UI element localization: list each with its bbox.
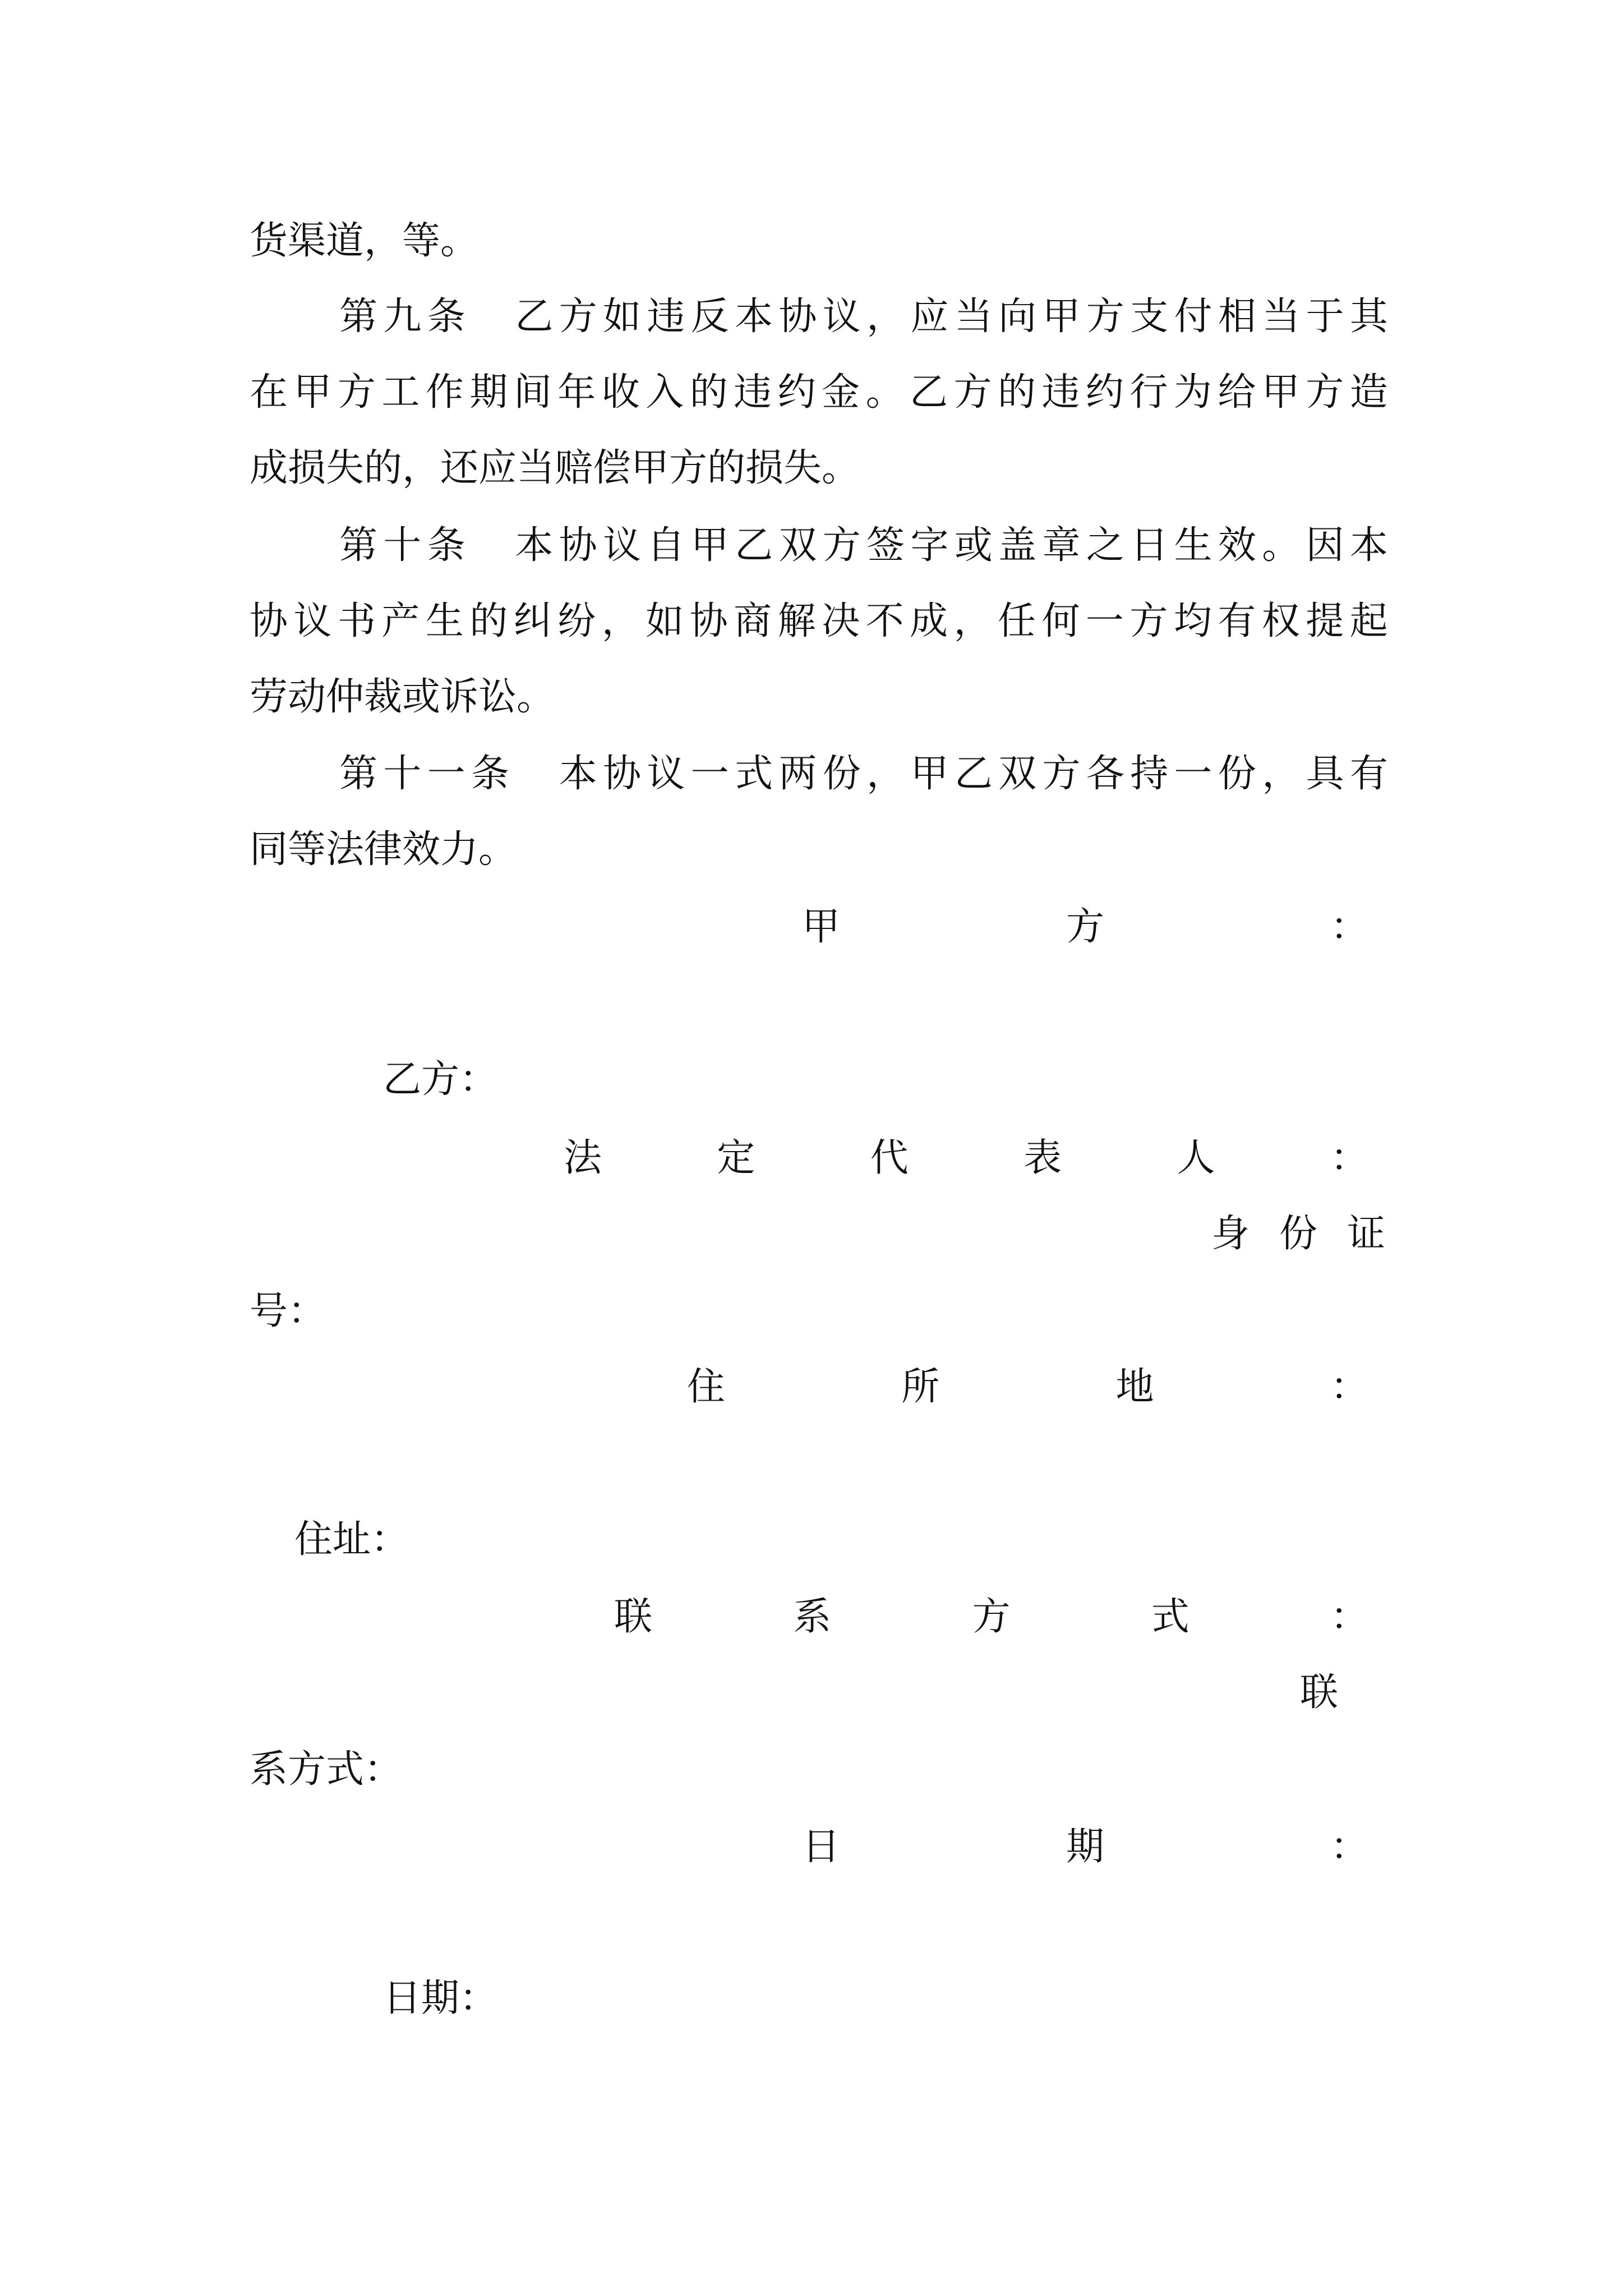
text-char: 方 <box>953 370 992 415</box>
text-char: ： <box>1330 1136 1368 1180</box>
text-char: 权 <box>1261 599 1300 643</box>
text-char: 效 <box>1218 523 1256 568</box>
text-char: 本 <box>735 295 773 339</box>
text-char: 表 <box>1023 1136 1062 1180</box>
text-char: 代 <box>870 1136 909 1180</box>
text-char: 在 <box>250 370 288 415</box>
text-char: 作 <box>425 370 464 415</box>
text-char: 协 <box>250 599 288 643</box>
text-char <box>515 743 553 805</box>
text-char: 条 <box>427 523 465 568</box>
text-char: 的 <box>469 599 508 643</box>
text-char: 本 <box>515 523 554 568</box>
text-char: 相 <box>1218 295 1256 339</box>
text-char: 协 <box>689 599 728 643</box>
text-char: 双 <box>998 752 1037 796</box>
text-char: 章 <box>1042 523 1081 568</box>
text-char: 方 <box>337 370 376 415</box>
text-char: 方 <box>1042 752 1081 796</box>
text-char: ： <box>1330 1365 1368 1409</box>
address-label: 住址： <box>294 1517 409 1562</box>
text-char: 份 <box>1218 752 1256 796</box>
text-char: 生 <box>425 599 464 643</box>
text-char: ， <box>866 295 905 339</box>
text-char: 期 <box>1066 1825 1104 1869</box>
text-char: 起 <box>1349 599 1388 643</box>
article-10-line-3: 劳动仲裁或诉讼。 <box>250 675 555 719</box>
text-char: 系 <box>793 1595 832 1639</box>
contact-b-label-tail: 系方式： <box>250 1747 403 1792</box>
text-char: 为 <box>1173 370 1212 415</box>
text-char: 商 <box>734 599 772 643</box>
text-char: 日 <box>1130 523 1169 568</box>
text-char: 何 <box>1041 599 1080 643</box>
text-char: 本 <box>559 752 597 796</box>
text-char: 不 <box>865 599 904 643</box>
text-char: 成 <box>910 599 948 643</box>
text-char: 有 <box>1349 752 1388 796</box>
text-char: 的 <box>689 370 728 415</box>
text-char: 方 <box>1129 599 1168 643</box>
text-char: 任 <box>997 599 1036 643</box>
text-char: 式 <box>1151 1595 1189 1639</box>
text-char <box>471 286 509 348</box>
text-char: 期 <box>469 370 508 415</box>
text-char: 方 <box>1086 295 1124 339</box>
text-char: 乙 <box>910 370 948 415</box>
text-char: 间 <box>513 370 552 415</box>
text-char: 反 <box>690 295 729 339</box>
text-char: 违 <box>1041 370 1080 415</box>
article-9-line-3: 成损失的，还应当赔偿甲方的损失。 <box>250 446 860 490</box>
text-char: 造 <box>1349 370 1388 415</box>
text-char: 支 <box>1130 295 1169 339</box>
text-char: 一 <box>1174 752 1212 796</box>
text-char: 甲 <box>1261 370 1300 415</box>
text-char: 其 <box>1349 295 1388 339</box>
text-char: 违 <box>734 370 772 415</box>
text-char: 约 <box>777 370 816 415</box>
text-char: 协 <box>603 752 642 796</box>
text-char: 向 <box>998 295 1037 339</box>
text-char: 方 <box>1306 370 1344 415</box>
text-char: 金 <box>822 370 860 415</box>
text-char: 。 <box>865 370 904 415</box>
text-char: 地 <box>1115 1365 1154 1409</box>
text-char: ， <box>1262 752 1301 796</box>
text-char: 方 <box>559 295 597 339</box>
text-char: 因 <box>1306 523 1344 568</box>
text-char: 决 <box>822 599 860 643</box>
text-char: 法 <box>564 1136 602 1180</box>
text-char: 书 <box>337 599 376 643</box>
text-char: 入 <box>645 370 684 415</box>
text-char: 本 <box>1349 523 1388 568</box>
text-char: 纠 <box>513 599 552 643</box>
text-char: 议 <box>822 295 861 339</box>
id-number-label-tail: 号： <box>250 1289 326 1333</box>
text-char: ： <box>1330 1595 1368 1639</box>
text-char: 协 <box>559 523 597 568</box>
text-char: 份 <box>1279 1212 1317 1256</box>
article-9-line-1 <box>339 286 1388 348</box>
text-char: 字 <box>910 523 949 568</box>
text-char: 收 <box>601 370 640 415</box>
text-char: 式 <box>735 752 773 796</box>
text-char: 协 <box>778 295 817 339</box>
text-char <box>471 515 509 577</box>
text-char: 一 <box>690 752 729 796</box>
text-char: ： <box>1330 1825 1368 1869</box>
text-char: 甲 <box>293 370 332 415</box>
text-char: 条 <box>427 295 465 339</box>
text-char: 议 <box>293 599 332 643</box>
text-char: 甲 <box>802 905 841 949</box>
text-char: 份 <box>822 752 861 796</box>
text-char: 有 <box>1218 599 1256 643</box>
text-char: 应 <box>910 295 949 339</box>
date-a-label <box>802 1816 1368 1878</box>
text-char: 住 <box>687 1365 726 1409</box>
text-char: 甲 <box>690 523 729 568</box>
text-char: 年 <box>557 370 596 415</box>
article-10-line-1 <box>339 515 1388 577</box>
text-char: 签 <box>866 523 905 568</box>
text-char: 付 <box>1174 295 1212 339</box>
text-char: 具 <box>1306 752 1344 796</box>
text-char: 一 <box>427 752 465 796</box>
text-char: 条 <box>471 752 510 796</box>
text-char: 所 <box>901 1365 940 1409</box>
article-10-line-2 <box>250 591 1388 652</box>
text-char: 第 <box>339 523 378 568</box>
text-char: 乙 <box>515 295 554 339</box>
text-char: 纷 <box>557 599 596 643</box>
article-11-line-1 <box>339 743 1388 805</box>
text-char: 双 <box>778 523 817 568</box>
text-char: 给 <box>1218 370 1256 415</box>
legal-representative-label <box>564 1128 1368 1189</box>
text-char: 一 <box>1085 599 1124 643</box>
text-char: 生 <box>1174 523 1212 568</box>
text-char: ， <box>866 752 905 796</box>
text-char: 当 <box>1262 295 1301 339</box>
text-char: 人 <box>1177 1136 1215 1180</box>
text-char: 两 <box>778 752 817 796</box>
text-char: 的 <box>997 370 1036 415</box>
text-char: 证 <box>1347 1212 1385 1256</box>
text-char: 定 <box>717 1136 755 1180</box>
text-char: 提 <box>1306 599 1344 643</box>
text-char: 违 <box>647 295 685 339</box>
text-char: 自 <box>647 523 685 568</box>
text-char: 均 <box>1173 599 1212 643</box>
domicile-label <box>687 1356 1368 1418</box>
text-char: 乙 <box>954 752 993 796</box>
text-char: 于 <box>1306 295 1344 339</box>
text-char: 盖 <box>998 523 1037 568</box>
text-char: 联 <box>614 1595 653 1639</box>
text-char: 行 <box>1129 370 1168 415</box>
text-char: 各 <box>1086 752 1124 796</box>
text-char: 议 <box>603 523 642 568</box>
text-char: 如 <box>645 599 684 643</box>
text-char: 当 <box>954 295 993 339</box>
text-char: 方 <box>822 523 861 568</box>
id-number-label-head <box>1211 1203 1385 1265</box>
text-char: 工 <box>381 370 420 415</box>
text-char: 议 <box>647 752 685 796</box>
text-char: 九 <box>383 295 422 339</box>
body-line-01: 货渠道，等。 <box>250 219 479 263</box>
date-b-label: 日期： <box>383 1976 498 2021</box>
text-char: ： <box>1330 905 1368 949</box>
article-11-line-2: 同等法律效力。 <box>250 827 517 872</box>
text-char: 身 <box>1211 1212 1250 1256</box>
text-char: ， <box>601 599 640 643</box>
text-char: ， <box>953 599 992 643</box>
text-char: 十 <box>383 523 422 568</box>
text-char: 约 <box>1085 370 1124 415</box>
contact-b-label-head: 联 <box>1300 1671 1339 1715</box>
text-char: 方 <box>972 1595 1011 1639</box>
text-char: 日 <box>802 1825 841 1869</box>
text-char: 之 <box>1086 523 1124 568</box>
text-char: 第 <box>339 752 378 796</box>
text-char: 如 <box>603 295 642 339</box>
text-char: 十 <box>383 752 422 796</box>
text-char: 产 <box>381 599 420 643</box>
party-b-label: 乙方： <box>383 1057 498 1102</box>
article-9-line-2 <box>250 362 1388 424</box>
party-a-label <box>802 896 1368 958</box>
contact-a-label <box>614 1586 1368 1648</box>
text-char: 甲 <box>910 752 949 796</box>
text-char: 或 <box>954 523 993 568</box>
text-char: 乙 <box>735 523 773 568</box>
text-char: 甲 <box>1042 295 1081 339</box>
text-char: 。 <box>1262 523 1301 568</box>
text-char: 解 <box>777 599 816 643</box>
text-char: 方 <box>1066 905 1104 949</box>
text-char: 持 <box>1130 752 1169 796</box>
text-char: 第 <box>339 295 378 339</box>
